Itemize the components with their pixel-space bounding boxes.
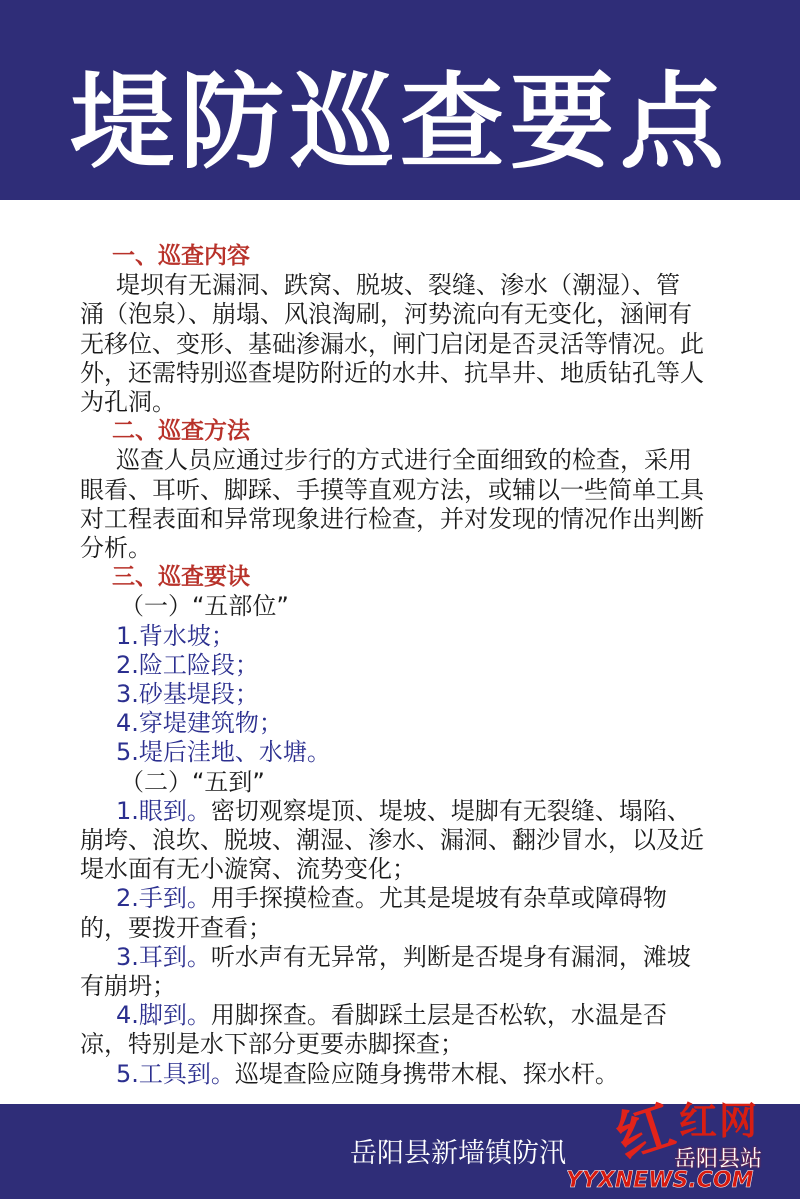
text-line: 外，还需特别巡查堤防附近的水井、抗旱井、地质钻孔等人 (80, 358, 704, 387)
five-to-hand (80, 884, 770, 942)
list-item: 1.背水坡； (116, 621, 235, 650)
watermark-station: 岳阳县站 (674, 1147, 763, 1172)
text-line: 眼看、耳听、脚踩、手摸等直观方法，或辅以一些简单工具 (80, 475, 704, 504)
list-item: 2.险工险段； (116, 650, 259, 679)
text-line: 用手探摸检查。尤其是堤坡有杂草或障碍物 (210, 884, 667, 913)
text-line: 无移位、变形、基础渗漏水，闸门启闭是否灵活等情况。此 (80, 329, 704, 358)
watermark-site-name: 红网 (679, 1098, 760, 1143)
five-to-ear (80, 943, 770, 1001)
section-body-method (80, 446, 770, 563)
text-line: 的，要拨开查看； (80, 913, 272, 942)
header-banner (0, 0, 800, 200)
five-to-key: 5.工具到。 (116, 1059, 235, 1088)
text-line: 巡查人员应通过步行的方式进行全面细致的检查，采用 (116, 446, 692, 475)
five-to-tool (80, 1060, 770, 1089)
five-to-title: （二）“五到” (120, 767, 265, 796)
five-to-key: 1.眼到。 (116, 796, 211, 825)
five-to-eye (80, 797, 770, 885)
text-line: 涌（泡泉）、崩塌、风浪淘刷，河势流向有无变化，涵闸有 (80, 300, 692, 329)
five-parts-title: （一）“五部位” (120, 592, 289, 621)
text-line: 巡堤查险应随身携带木棍、探水杆。 (234, 1059, 619, 1088)
site-watermark (564, 1088, 794, 1196)
five-to-foot (80, 1001, 770, 1059)
text-line: 崩垮、浪坎、脱坡、潮湿、渗水、漏洞、翻沙冒水，以及近 (80, 826, 704, 855)
page-title: 堤防巡查要点 (69, 61, 730, 183)
list-item: 5.堤后洼地、水塘。 (116, 738, 331, 767)
text-line: 堤水面有无小漩窝、流势变化； (80, 855, 416, 884)
section-heading-tips: 三、巡查要诀 (112, 564, 250, 591)
text-line: 密切观察堤顶、堤坡、堤脚有无裂缝、塌陷、 (210, 796, 691, 825)
list-item: 4.穿堤建筑物； (116, 709, 283, 738)
list-item: 3.砂基堤段； (116, 680, 259, 709)
section-heading-content: 一、巡查内容 (112, 243, 250, 269)
five-to-key: 4.脚到。 (116, 1001, 211, 1030)
text-line: 有崩坍； (80, 972, 176, 1001)
section-body-content (80, 271, 770, 417)
text-line: 为孔洞。 (80, 388, 176, 417)
text-line: 听水声有无异常，判断是否堤身有漏洞，滩坡 (210, 942, 691, 971)
watermark-url: YYXNEWS.COM (566, 1168, 754, 1193)
text-line: 分析。 (80, 534, 152, 563)
watermark-logo: 红 (608, 1091, 683, 1172)
five-to-key: 2.手到。 (116, 884, 211, 913)
five-to-key: 3.耳到。 (116, 942, 211, 971)
section-heading-method: 二、巡查方法 (112, 418, 250, 445)
organization-name: 岳阳县新墙镇防汛 (350, 1138, 566, 1169)
text-line: 用脚探查。看脚踩土层是否松软，水温是否 (210, 1001, 667, 1030)
text-line: 凉，特别是水下部分更要赤脚探查； (80, 1030, 464, 1059)
text-line: 对工程表面和异常现象进行检查，并对发现的情况作出判断 (80, 504, 704, 533)
text-line: 堤坝有无漏洞、跌窝、脱坡、裂缝、渗水（潮湿）、管 (116, 271, 680, 300)
content (80, 242, 770, 1089)
